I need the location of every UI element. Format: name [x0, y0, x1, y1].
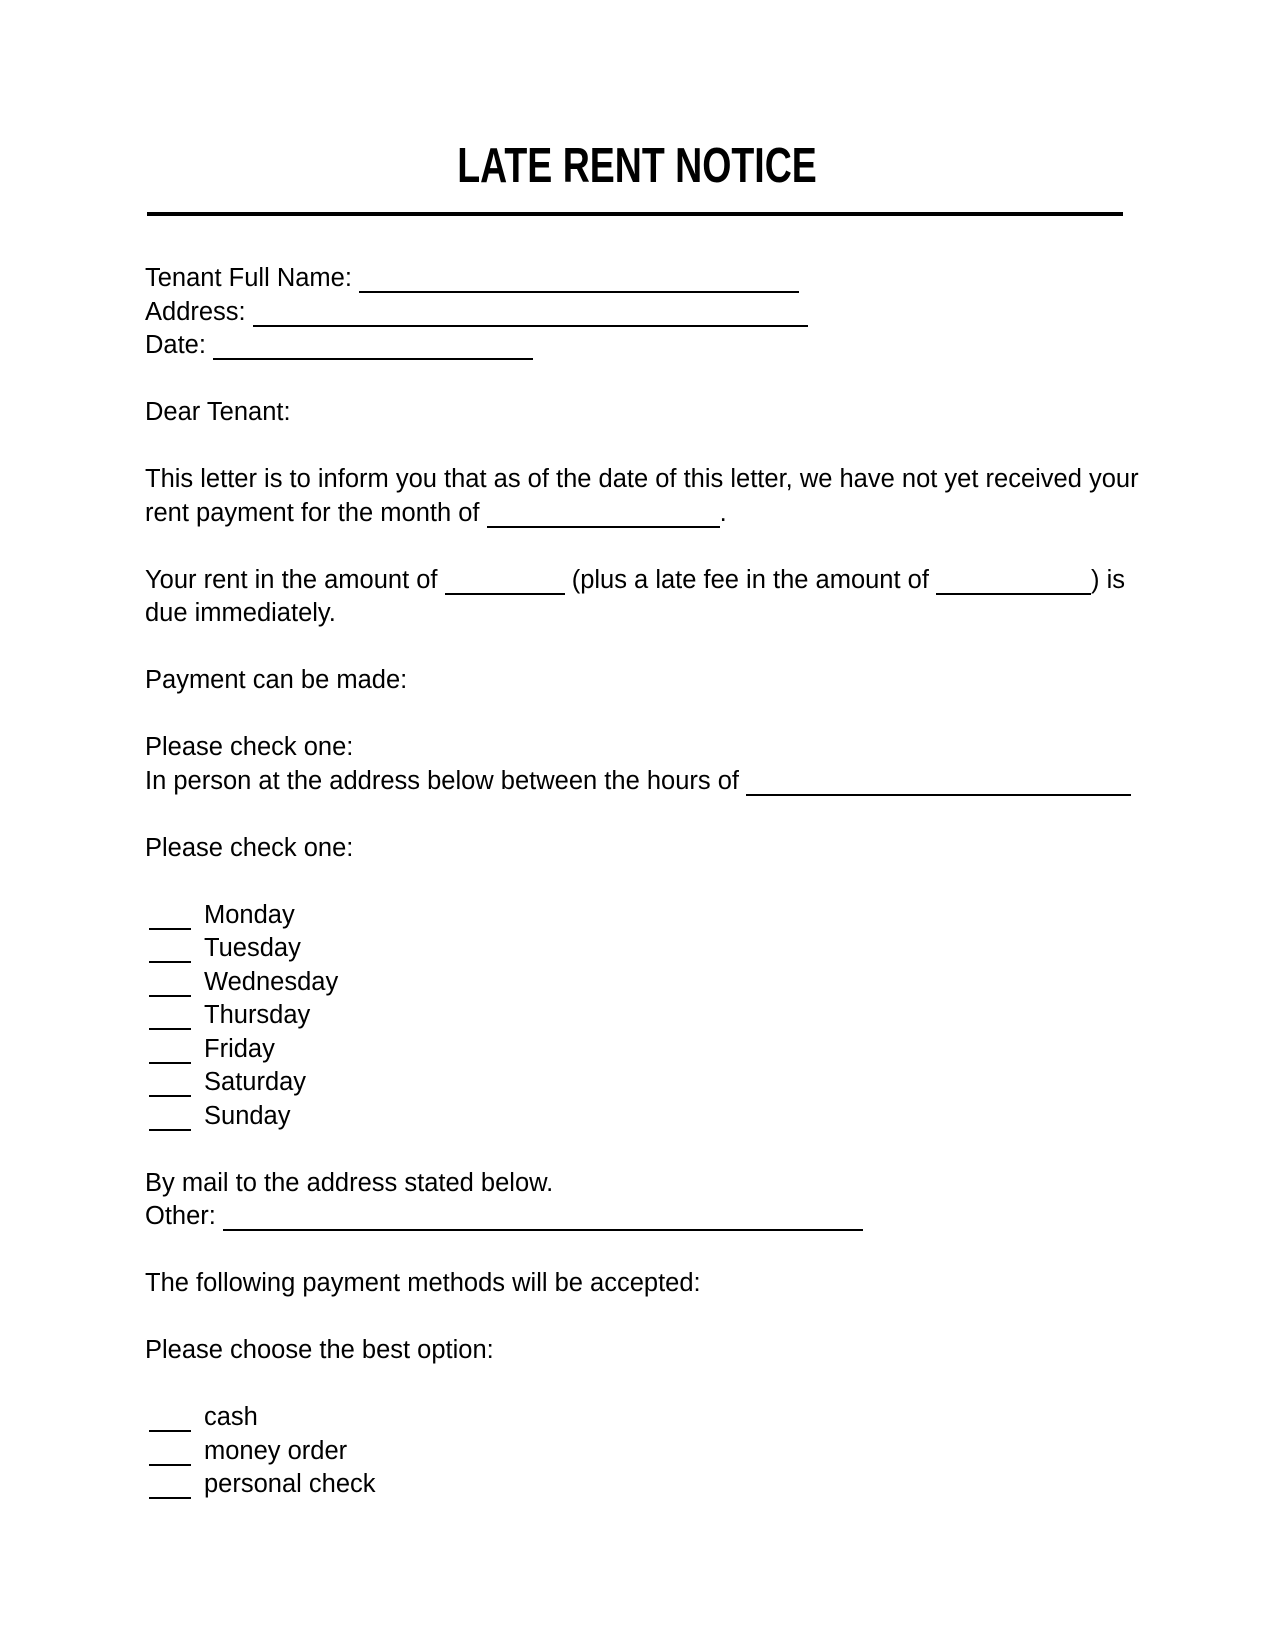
- day-option-row: [145, 932, 1130, 966]
- other-blank: [223, 1229, 863, 1231]
- day-checkbox-blank: [149, 1129, 191, 1131]
- late-fee-blank: [936, 593, 1091, 595]
- date-label: Date:: [145, 331, 206, 359]
- payment-heading: Payment can be made:: [145, 666, 408, 694]
- date-row: [145, 329, 1130, 363]
- amount-due-line-2: due immediately.: [145, 599, 336, 627]
- methods-heading: The following payment methods will be accepted:: [145, 1269, 701, 1297]
- salutation: Dear Tenant:: [145, 398, 291, 426]
- document-body: [145, 262, 1139, 1502]
- date-blank: [213, 358, 533, 360]
- address-row: [145, 296, 1130, 330]
- tenant-name-blank: [359, 291, 799, 293]
- payment-option-blank: [149, 1464, 191, 1466]
- day-option-row: [145, 899, 1130, 933]
- other-label: Other:: [145, 1202, 216, 1230]
- day-label: Sunday: [204, 1101, 291, 1130]
- day-label: Tuesday: [204, 934, 301, 962]
- day-option-row: [145, 999, 1130, 1033]
- day-checkbox-blank: [149, 928, 191, 930]
- intro-line-1: This letter is to inform you that as of the date of this letter, we have not yet received your: [145, 465, 1139, 493]
- choose-option-label: Please choose the best option:: [145, 1336, 494, 1364]
- day-label: Friday: [204, 1034, 275, 1063]
- by-mail-option: By mail to the address stated below.: [145, 1168, 554, 1197]
- in-person-prefix: In person at the address below between the hours of: [145, 766, 739, 795]
- day-checkbox-blank: [149, 1028, 191, 1030]
- payment-option-row: [145, 1468, 1130, 1502]
- payment-option-blank: [149, 1497, 191, 1499]
- day-option-row: [145, 1066, 1130, 1100]
- month-prefix: rent payment for the month of: [145, 498, 480, 527]
- day-option-row: [145, 1100, 1130, 1134]
- late-fee-prefix: (plus a late fee in the amount of: [571, 565, 929, 594]
- tenant-name-row: [145, 262, 1130, 296]
- month-suffix: .: [719, 498, 727, 527]
- payment-option-label: personal check: [204, 1470, 376, 1498]
- day-checkbox-blank: [149, 995, 191, 997]
- day-checkbox-blank: [149, 1062, 191, 1064]
- payment-option-row: [145, 1401, 1130, 1435]
- check-one-label-2: Please check one:: [145, 833, 354, 862]
- payment-option-label: cash: [204, 1403, 258, 1431]
- title-divider-rule: [147, 212, 1123, 216]
- day-label: Thursday: [204, 1001, 311, 1029]
- day-label: Monday: [204, 900, 295, 929]
- day-option-row: [145, 1033, 1130, 1067]
- in-person-row: [145, 765, 1130, 799]
- document-title: [145, 139, 1130, 193]
- check-one-label-1: Please check one:: [145, 733, 354, 761]
- hours-blank: [746, 794, 1131, 796]
- amount-due-line-1: [145, 564, 1130, 598]
- day-option-row: [145, 966, 1130, 1000]
- day-checkbox-blank: [149, 961, 191, 963]
- address-blank: [253, 325, 808, 327]
- document-title-text: LATE RENT NOTICE: [457, 139, 818, 193]
- rent-amount-prefix: Your rent in the amount of: [145, 565, 438, 594]
- payment-option-row: [145, 1435, 1130, 1469]
- address-label: Address:: [145, 297, 246, 326]
- day-checkbox-blank: [149, 1095, 191, 1097]
- intro-line-2: [145, 497, 1130, 531]
- tenant-name-label: Tenant Full Name:: [145, 264, 352, 292]
- payment-option-blank: [149, 1430, 191, 1432]
- other-row: [145, 1200, 1130, 1234]
- day-label: Wednesday: [204, 967, 339, 996]
- rent-amount-blank: [445, 593, 565, 595]
- day-label: Saturday: [204, 1068, 307, 1096]
- amount-due-suffix: ) is: [1091, 565, 1126, 594]
- payment-option-label: money order: [204, 1436, 348, 1465]
- month-blank: [487, 526, 720, 528]
